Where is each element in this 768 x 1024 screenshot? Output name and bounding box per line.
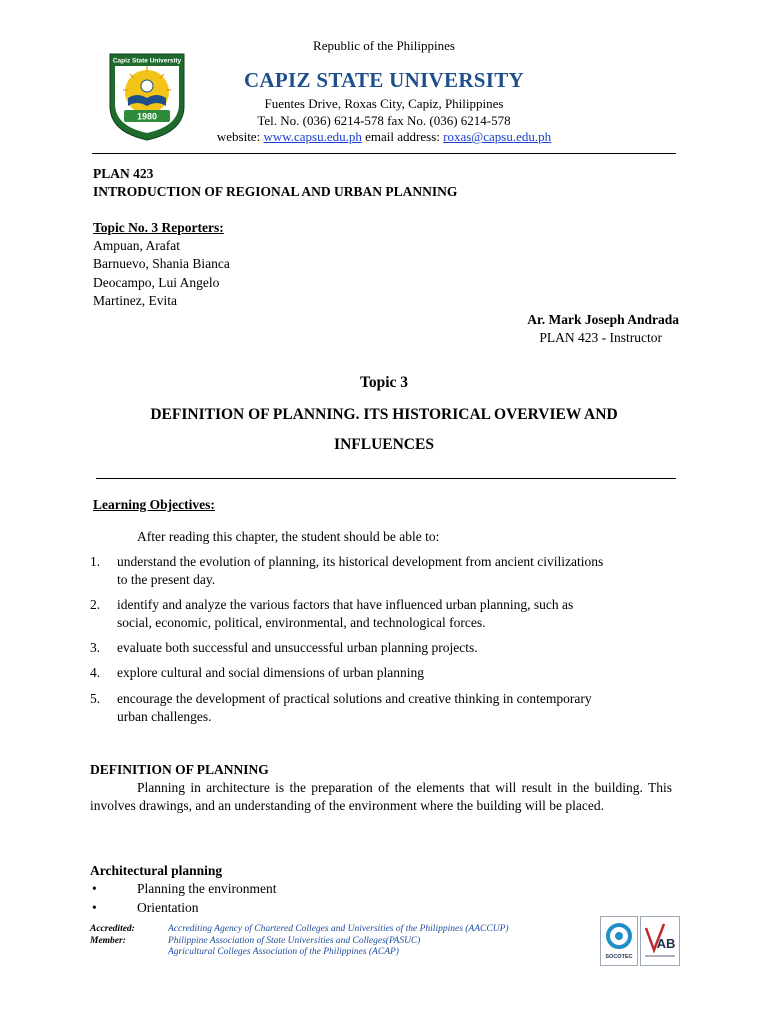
definition-heading: DEFINITION OF PLANNING <box>90 762 269 777</box>
ab-text: AB <box>656 936 676 951</box>
topic-divider <box>96 478 676 479</box>
reporter-name: Ampuan, Arafat <box>93 238 180 253</box>
topic-title-line: DEFINITION OF PLANNING. ITS HISTORICAL OVERVIEW AND <box>150 406 618 423</box>
accredited-label: Accredited: <box>90 924 135 934</box>
member-label: Member: <box>90 935 126 946</box>
member-value: Philippine Association of State Universities and Colleges(PASUC) <box>168 935 421 946</box>
bullet-dot: • <box>92 900 97 915</box>
logo-year: 1980 <box>136 111 158 122</box>
objective-line: encourage the development of practical solutions and creative thinking in contemporary <box>117 691 592 706</box>
objective-line: explore cultural and social dimensions of urban planning <box>117 665 425 680</box>
reporter-name: Barnuevo, Shania Bianca <box>93 256 230 272</box>
objective-number: 4. <box>90 665 101 680</box>
objective-number: 2. <box>90 597 101 612</box>
objective-line: identify and analyze the various factors that have influenced urban planning, such as <box>117 597 574 612</box>
bullet-text: Planning the environment <box>137 881 277 896</box>
objective-text <box>117 596 680 632</box>
bullet-dot: • <box>92 881 97 896</box>
topic-number: Topic 3 <box>359 374 409 391</box>
course-code: PLAN 423 <box>93 166 154 181</box>
logo-ring-text: Capiz State University <box>112 57 182 65</box>
website-label: website: <box>216 129 264 144</box>
instructor-role: PLAN 423 - Instructor <box>539 330 662 345</box>
objective-number: 1. <box>90 554 101 569</box>
objective-line: evaluate both successful and unsuccessful urban planning projects. <box>117 640 478 655</box>
university-name: CAPIZ STATE UNIVERSITY <box>243 68 525 92</box>
socotec-cert-logo <box>600 916 638 966</box>
objective-text <box>117 553 680 589</box>
contact-line <box>150 129 618 145</box>
objective-number: 3. <box>90 640 101 655</box>
tel-line: Tel. No. (036) 6214-578 fax No. (036) 6214-578 <box>257 113 511 128</box>
objective-line: to the present day. <box>117 572 216 587</box>
reporter-name: Deocampo, Lui Angelo <box>93 274 220 290</box>
definition-paragraph: Planning in architecture is the preparation of the elements that will result in the building. This involves drawings, and an understanding of the environment where the building will be placed. <box>90 780 672 813</box>
email-label: email address: <box>361 129 444 144</box>
objective-number: 5. <box>90 691 101 706</box>
objective-text <box>117 664 680 682</box>
republic-line: Republic of the Philippines <box>313 38 455 53</box>
reporters-list <box>93 237 230 311</box>
ab-cert-logo <box>640 916 680 966</box>
learning-objectives-intro: After reading this chapter, the student should be able to: <box>137 529 440 544</box>
objective-text <box>117 639 680 657</box>
course-title: INTRODUCTION OF REGIONAL AND URBAN PLANNING <box>93 184 458 199</box>
objective-line: understand the evolution of planning, its historical development from ancient civilizations <box>117 554 604 569</box>
objective-line: social, economic, political, environmental, and technological forces. <box>117 615 486 630</box>
email-link[interactable]: roxas@capsu.edu.ph <box>443 129 552 144</box>
reporter-name: Martinez, Evita <box>93 293 177 309</box>
topic-title <box>100 400 668 460</box>
objective-text <box>117 690 680 726</box>
topic-title-line: INFLUENCES <box>334 436 434 453</box>
socotec-text: SOCOTEC <box>605 954 633 960</box>
architectural-planning-heading: Architectural planning <box>90 863 223 878</box>
learning-objectives-heading: Learning Objectives: <box>93 497 215 512</box>
website-link[interactable]: www.capsu.edu.ph <box>263 129 362 144</box>
address-line: Fuentes Drive, Roxas City, Capiz, Philippines <box>264 96 504 111</box>
member-value-2: Agricultural Colleges Association of the Philippines (ACAP) <box>168 947 399 957</box>
reporters-heading: Topic No. 3 Reporters: <box>93 220 224 235</box>
instructor-name: Ar. Mark Joseph Andrada <box>527 312 679 327</box>
bullet-text: Orientation <box>137 900 199 915</box>
accredited-value: Accrediting Agency of Chartered Colleges and Universities of the Philippines (AACCUP) <box>168 924 509 934</box>
header-divider <box>92 153 676 154</box>
objective-line: urban challenges. <box>117 709 212 724</box>
